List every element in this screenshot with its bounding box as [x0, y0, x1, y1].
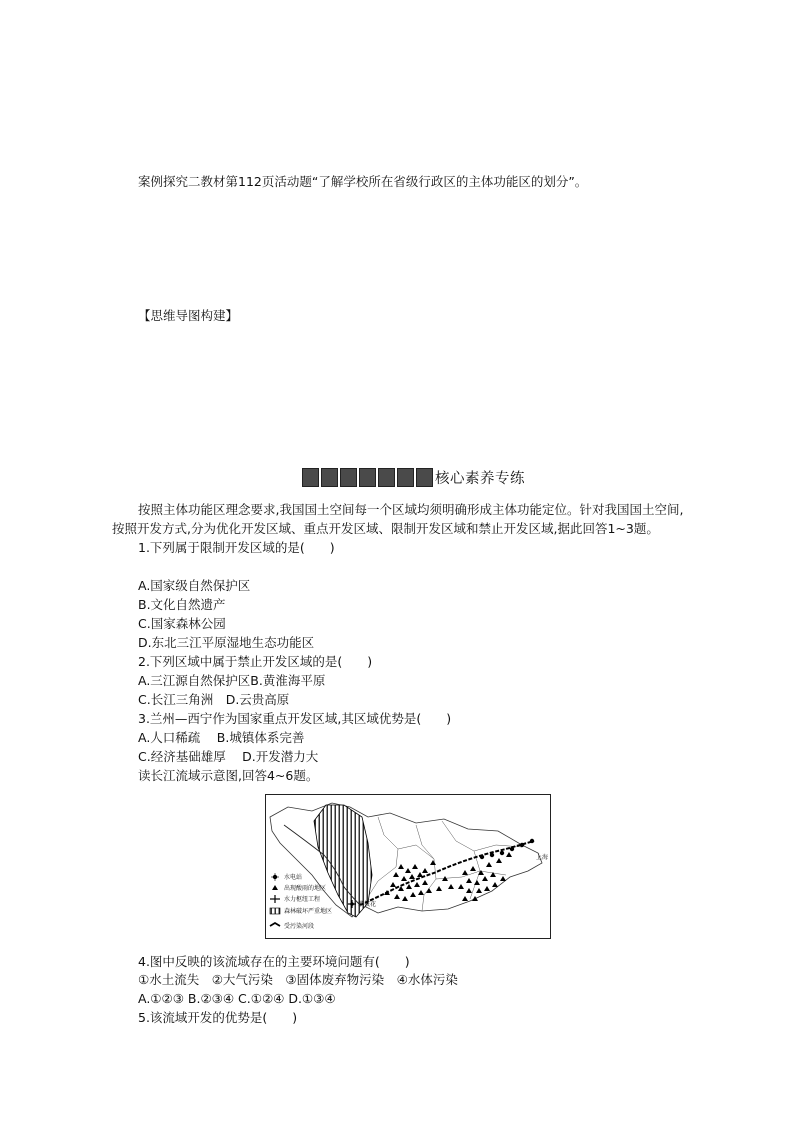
forest-destruction-legend-icon	[270, 908, 280, 914]
intro-line-2: 按照开发方式,分为优化开发区域、重点开发区域、限制开发区域和禁止开发区域,据此回答1~3题。	[112, 521, 659, 536]
shanghai-label: 上海	[536, 854, 549, 861]
polluted-river-legend-icon	[270, 923, 280, 926]
yangtze-basin-map	[265, 794, 551, 939]
question-3-options-2: C.经济基础雄厚 D.开发潜力大	[138, 749, 319, 764]
map-legend	[270, 873, 332, 930]
question-2-options-2: C.长江三角洲 D.云贵高原	[138, 692, 290, 707]
legend-water-conservancy: 水力枢纽工程	[284, 896, 321, 903]
legend-acid-rain: 出现酸雨的地区	[284, 885, 327, 892]
question-1-option-d: D.东北三江平原湿地生态功能区	[138, 635, 315, 650]
legend-polluted-river: 受污染河段	[284, 923, 315, 930]
hydro-station-legend-icon	[271, 873, 279, 881]
question-3-stem: 3.兰州—西宁作为国家重点开发区域,其区域优势是( )	[138, 711, 452, 726]
water-conservancy-legend-icon	[270, 895, 280, 903]
case-study-line: 案例探究二教材第112页活动题“了解学校所在省级行政区的主体功能区的划分”。	[138, 174, 588, 189]
section-title: 核心素养专练	[435, 470, 525, 487]
panzhihua-label: 攀枝花	[358, 901, 377, 908]
legend-forest-destruction: 森林破坏严重地区	[284, 908, 333, 915]
map-intro: 读长江流域示意图,回答4~6题。	[138, 768, 319, 783]
question-5-stem: 5.该流域开发的优势是( )	[138, 1010, 298, 1025]
question-1-option-a: A.国家级自然保护区	[138, 578, 251, 593]
polluted-river-segment	[360, 841, 534, 905]
heading-decoration	[302, 468, 433, 487]
question-2-stem: 2.下列区域中属于禁止开发区域的是( )	[138, 654, 373, 669]
question-1-stem: 1.下列属于限制开发区域的是( )	[138, 540, 335, 555]
map-drawing	[266, 795, 549, 937]
question-4-stem: 4.图中反映的该流域存在的主要环境问题有( )	[138, 954, 410, 969]
question-2-options-1: A.三江源自然保护区B.黄淮海平原	[138, 673, 326, 688]
intro-line-1: 按照主体功能区理念要求,我国国土空间每一个区域均须明确形成主体功能定位。针对我国国土空间,	[138, 502, 684, 517]
question-4-items: ①水土流失 ②大气污染 ③固体废弃物污染 ④水体污染	[138, 972, 458, 987]
question-1-option-b: B.文化自然遗产	[138, 597, 226, 612]
question-1-option-c: C.国家森林公园	[138, 616, 226, 631]
question-3-options-1: A.人口稀疏 B.城镇体系完善	[138, 730, 305, 745]
acid-rain-markers	[384, 852, 512, 901]
mindmap-heading: 【思维导图构建】	[138, 308, 239, 323]
question-4-options: A.①②③ B.②③④ C.①②④ D.①③④	[138, 991, 336, 1006]
acid-rain-legend-icon	[272, 885, 278, 890]
legend-hydro-station: 水电站	[284, 874, 303, 881]
section-heading	[302, 467, 525, 487]
